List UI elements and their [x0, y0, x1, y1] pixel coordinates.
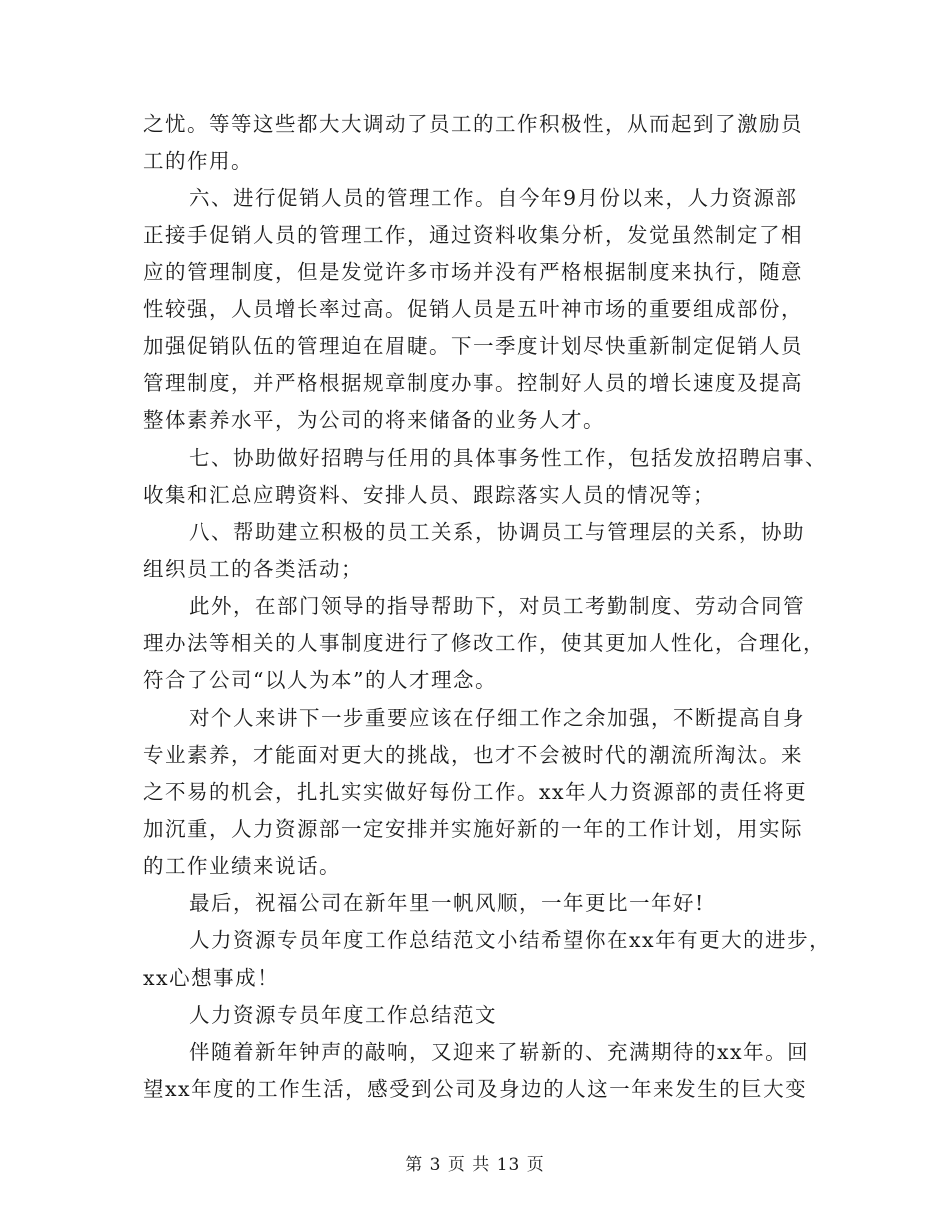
text-line: 望xx年度的工作生活，感受到公司及身边的人这一年来发生的巨大变 [143, 1077, 808, 1101]
text-line: 加强促销队伍的管理迫在眉睫。下一季度计划尽快重新制定促销人员 [143, 334, 803, 358]
paragraph-start: 伴随着新年钟声的敲响，又迎来了崭新的、充满期待的xx年。回 [189, 1040, 810, 1064]
paragraph-start: 八、帮助建立积极的员工关系，协调员工与管理层的关系，协助 [189, 520, 805, 544]
text-line: 整体素养水平，为公司的将来储备的业务人才。 [143, 408, 605, 432]
text-line: 加沉重，人力资源部一定安排并实施好新的一年的工作计划，用实际 [143, 817, 803, 841]
text-line: 收集和汇总应聘资料、安排人员、跟踪落实人员的情况等； [143, 483, 715, 507]
text-line: 之忧。等等这些都大大调动了员工的工作积极性，从而起到了激励员 [143, 112, 803, 136]
paragraph-start: 最后，祝福公司在新年里一帆风顺，一年更比一年好! [189, 891, 705, 915]
text-line: 工的作用。 [143, 149, 253, 173]
page-number-footer: 第 3 页 共 13 页 [405, 1155, 545, 1175]
text-line: 管理制度，并严格根据规章制度办事。控制好人员的增长速度及提高 [143, 371, 803, 395]
paragraph-start: 人力资源专员年度工作总结范文小结希望你在xx年有更大的进步， [189, 928, 832, 952]
paragraph-start: 对个人来讲下一步重要应该在仔细工作之余加强，不断提高自身 [189, 706, 805, 730]
paragraph-start: 七、协助做好招聘与任用的具体事务性工作，包括发放招聘启事、 [189, 446, 827, 470]
paragraph-start: 此外，在部门领导的指导帮助下，对员工考勤制度、劳动合同管 [189, 594, 805, 618]
section-heading: 人力资源专员年度工作总结范文 [189, 1003, 497, 1027]
text-line: 的工作业绩来说话。 [143, 854, 341, 878]
text-line: 正接手促销人员的管理工作，通过资料收集分析，发觉虽然制定了相 [143, 223, 803, 247]
text-line: 专业素养，才能面对更大的挑战，也才不会被时代的潮流所淘汰。来 [143, 743, 803, 767]
paragraph-start: 六、进行促销人员的管理工作。自今年9月份以来，人力资源部 [189, 186, 798, 210]
text-line: 应的管理制度，但是发觉许多市场并没有严格根据制度来执行，随意 [143, 260, 803, 284]
text-line: 符合了公司“以人为本”的人才理念。 [143, 668, 497, 692]
text-line: 性较强，人员增长率过高。促销人员是五叶神市场的重要组成部份， [143, 297, 803, 321]
text-line: 理办法等相关的人事制度进行了修改工作，使其更加人性化，合理化， [143, 631, 825, 655]
text-line: 之不易的机会，扎扎实实做好每份工作。xx年人力资源部的责任将更 [143, 780, 808, 804]
text-line: 组织员工的各类活动； [143, 557, 363, 581]
text-line: xx心想事成！ [143, 966, 280, 990]
